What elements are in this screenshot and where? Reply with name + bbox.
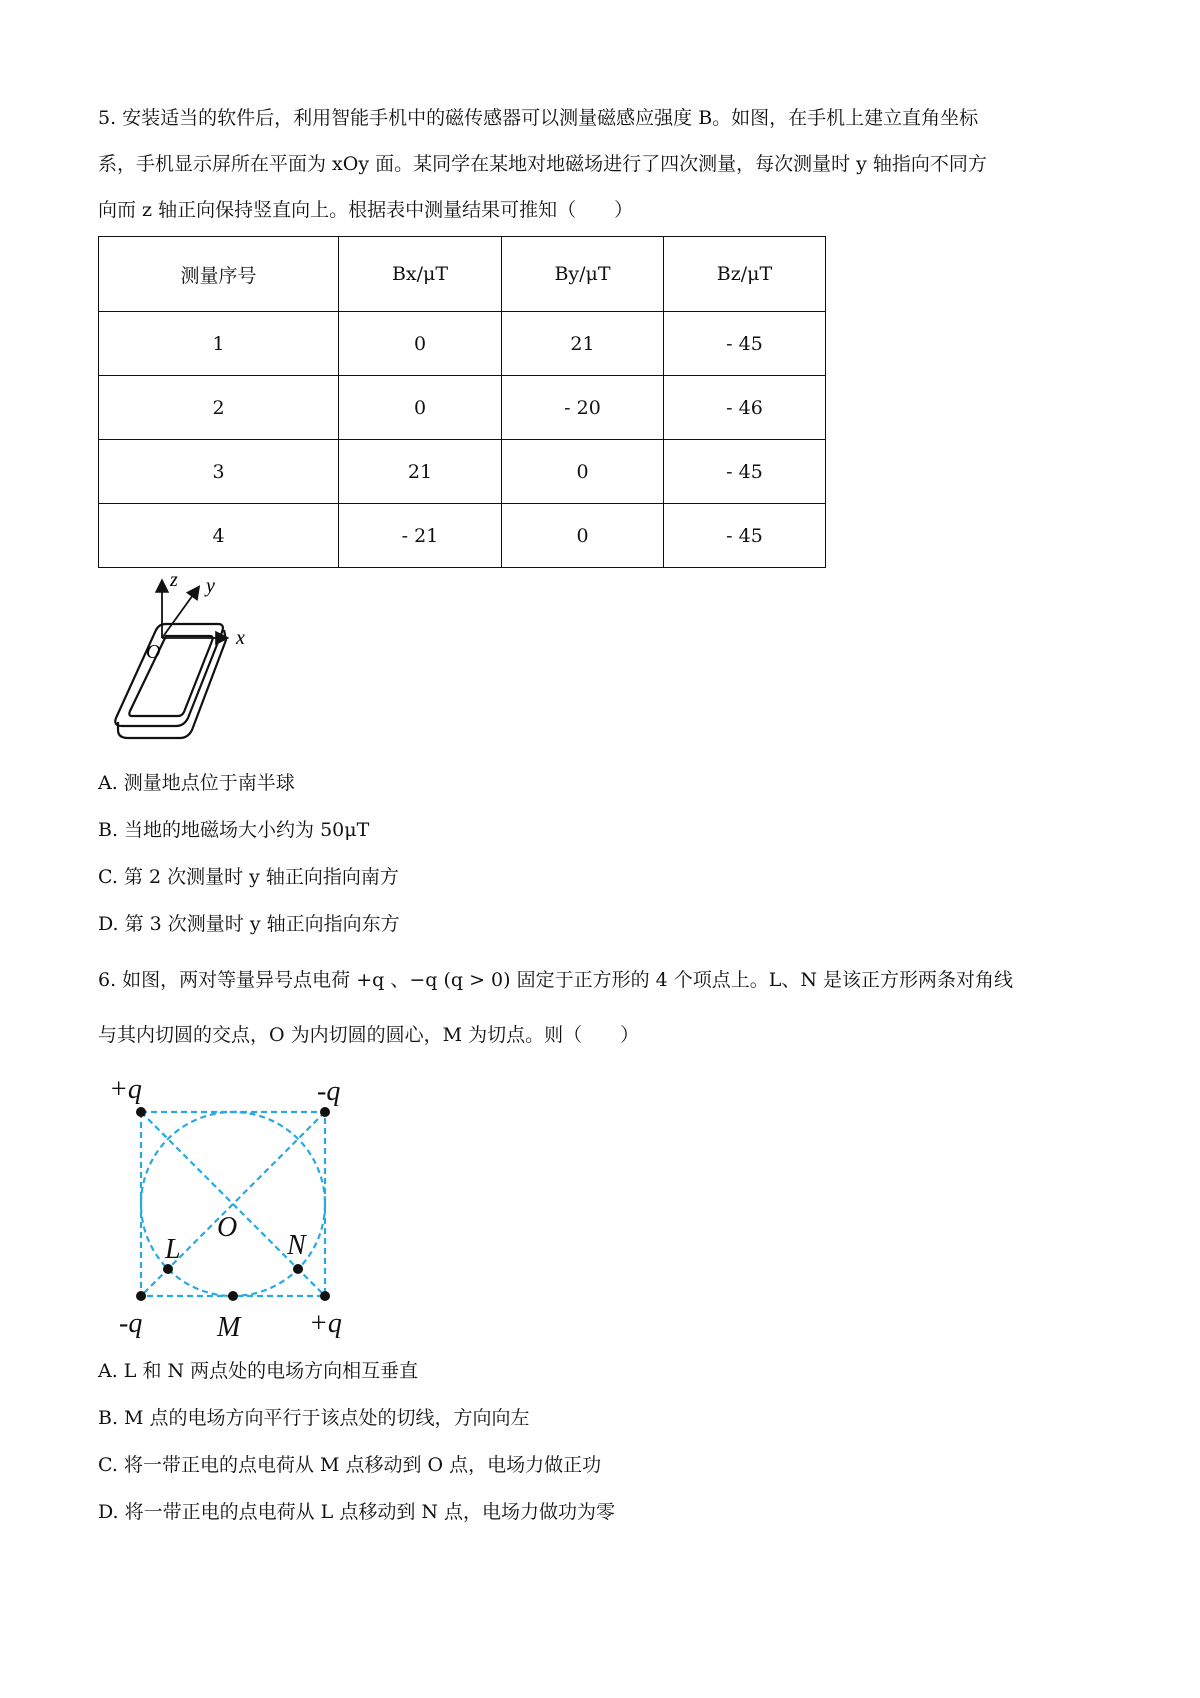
q6-line-2: 与其内切圆的交点，O 为内切圆的圆心，M 为切点。则（ ） [98,1024,640,1046]
table-cell: 1 [99,312,339,376]
table-row [99,504,826,568]
table-cell: 0 [502,504,664,568]
table-cell: - 45 [664,504,826,568]
q6-option-b: B. M 点的电场方向平行于该点处的切线，方向向左 [98,1407,530,1429]
table-cell: - 45 [664,440,826,504]
axis-label-y: y [206,575,215,597]
q6-option-c: C. 将一带正电的点电荷从 M 点移动到 O 点，电场力做正功 [98,1454,602,1476]
phone-axes-figure [104,572,284,748]
q5-option-a: A. 测量地点位于南半球 [98,772,295,794]
table-cell: - 21 [339,504,502,568]
center-label-o: O [217,1212,238,1243]
table-cell: 0 [339,376,502,440]
charge-label-bottom-right: +q [309,1308,342,1338]
table-row [99,312,826,376]
phone-outline [115,624,226,738]
q5-line-1: 5. 安装适当的软件后，利用智能手机中的磁传感器可以测量磁感应强度 B。如图，在手机上建立直角坐标 [98,107,979,129]
q6-option-d: D. 将一带正电的点电荷从 L 点移动到 N 点，电场力做功为零 [98,1501,616,1523]
table-cell: 3 [99,440,339,504]
table-cell: - 20 [502,376,664,440]
table-cell: 21 [502,312,664,376]
q6-option-a: A. L 和 N 两点处的电场方向相互垂直 [98,1360,419,1382]
tangent-label-m: M [217,1312,241,1338]
table-header-cell: Bz/μT [664,237,826,312]
charges-square-figure [105,1068,365,1338]
q5-line-3: 向而 z 轴正向保持竖直向上。根据表中测量结果可推知（ ） [98,199,634,221]
origin-label: O [146,641,161,663]
table-cell: 0 [339,312,502,376]
charge-label-bottom-left: -q [119,1308,143,1338]
table-cell: 0 [502,440,664,504]
table-cell: 21 [339,440,502,504]
charge-label-top-left: +q [109,1074,142,1105]
q6-line-1: 6. 如图，两对等量异号点电荷 +q 、−q (q > 0) 固定于正方形的 4 个项点上。L、N 是该正方形两条对角线 [98,969,1014,991]
table-row [99,376,826,440]
point-label-n: N [287,1230,306,1261]
table-header-cell: By/μT [502,237,664,312]
table-row [99,440,826,504]
table-header-cell: Bx/μT [339,237,502,312]
q5-option-d: D. 第 3 次测量时 y 轴正向指向东方 [98,913,400,935]
table-cell: - 46 [664,376,826,440]
q5-line-2: 系，手机显示屏所在平面为 xOy 面。某同学在某地对地磁场进行了四次测量，每次测量时 y 轴指向不同方 [98,153,987,175]
table-header-row [99,237,826,312]
q5-option-c: C. 第 2 次测量时 y 轴正向指向南方 [98,866,399,888]
table-cell: 2 [99,376,339,440]
table-cell: - 45 [664,312,826,376]
table-header-cell: 测量序号 [99,237,339,312]
table-cell: 4 [99,504,339,568]
measurement-table [98,236,826,568]
point-label-l: L [165,1234,181,1265]
axis-label-x: x [236,627,245,649]
charge-label-top-right: -q [317,1076,341,1107]
q5-option-b: B. 当地的地磁场大小约为 50μT [98,819,370,841]
axis-label-z: z [170,572,178,591]
